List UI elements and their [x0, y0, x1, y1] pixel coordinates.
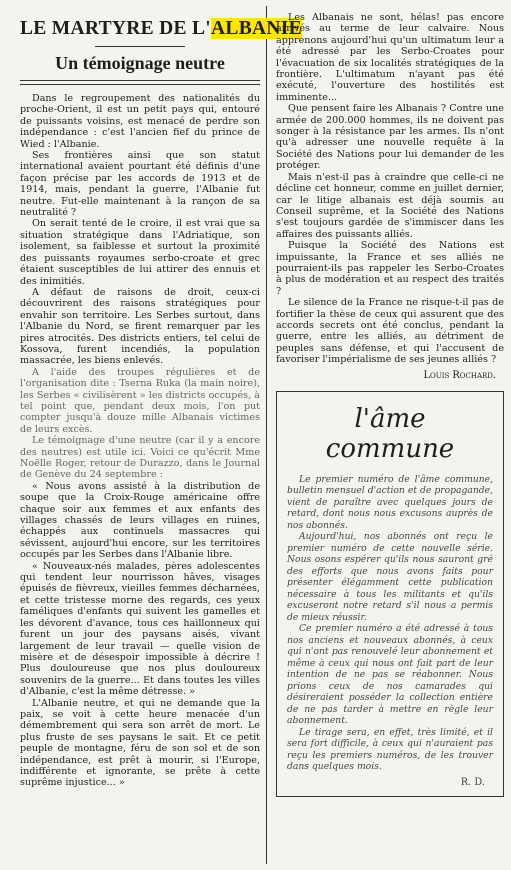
paragraph: « Nous avons assisté à la distribution de soupe que la Croix-Rouge américaine offre chaque soir aux femmes et aux enfants des villages chassés de leurs villages en ruines, échappés aux continuels massacres qui sévissent, aujourd'hui encore, sur les territoires occupés par les Serbes dans l'Albanie libre.: [20, 480, 260, 561]
signature: Louis Rochard.: [423, 369, 496, 381]
box-paragraph: Le tirage sera, en effet, très limité, et il sera fort difficile, à ceux qui n'auraient pas reçu les premiers numéros, de les trouver dans quelques mois.: [287, 726, 493, 773]
column-divider: [266, 6, 267, 864]
paragraph: Le silence de la France ne risque-t-il pas de fortifier la thèse de ceux qui assurent que des accords secrets ont été conclus, pendant la guerre, entre les alliés, au détriment de peuples sans défense, et qui l'accusent de favoriser l'impérialisme de ses jeunes alliés ?: [276, 297, 504, 366]
headline: LE MARTYRE DE L'ALBANIE: [20, 18, 302, 39]
box-signature: R. D.: [460, 776, 485, 788]
paragraph: Les Albanais ne sont, hélas! pas encore arrivés au terme de leur calvaire. Nous apprenons aujourd'hui qu'un ultimatum leur a été adressé par les Serbo-Croates pour l'évacuation de six localités stratégiques de la frontière. L'ultimatum n'ayant pas été exécuté, l'ouverture des hostilités est imminente...: [276, 12, 504, 103]
paragraph: On serait tenté de le croire, il est vrai que sa situation stratégique dans l'Adriatique, son isolement, sa faiblesse et surtout la proximité des puissants royaumes serbo-croate et grec étaient susceptibles de lui attirer des ennuis et des inimitiés.: [20, 218, 260, 287]
right-column: [276, 4, 504, 797]
box-paragraph: Aujourd'hui, nos abonnés ont reçu le premier numéro de cette nouvelle série. Nous osons espérer qu'ils nous sauront gré des efforts que nous avons faits pour présenter élégamment cette publication nécessaire à tous les militants et qu'ils excuseront notre retard s'il nous a permis de mieux réussir.: [287, 531, 493, 623]
paragraph: Mais n'est-il pas à craindre que celle-ci ne décline cet honneur, comme en juillet dernier, car le litige albanais est déjà soumis au Conseil suprême, et la Société des Nations s'est toujours gardée de s'immiscer dans les affaires des puissants alliés.: [276, 171, 504, 240]
double-rule: [20, 80, 260, 85]
paragraph: A l'aide des troupes régulières et de l'organisation dite : Tserna Ruka (la main noire), les Serbes « civilisèrent » les districts occupés, à tel point que, pendant deux mois, l'on put compter jusqu'à douze mille Albanais victimes de leurs excès.: [20, 366, 260, 435]
paragraph: Le témoignage d'une neutre (car il y a encore des neutres) est utile ici. Voici ce qu'écrit Mme Noëlle Roger, retour de Durazzo, dans le Journal de Genève du 24 septembre :: [20, 435, 260, 481]
paragraph: Dans le regroupement des nationalités du proche-Orient, il est un petit pays qui, entouré de puissants voisins, est menacé de perdre son indépendance : c'est l'ancien fief du prince de Wied : l'Albanie.: [20, 93, 260, 150]
paragraph: Ses frontières ainsi que son statut international avaient pourtant été définis d'une façon précise par les accords de 1913 et de 1914, mais, pendant la guerre, l'Albanie fut neutre. Fut-elle maintenant à la rançon de sa neutralité ?: [20, 150, 260, 219]
paragraph: A défaut de raisons de droit, ceux-ci découvrirent des raisons stratégiques pour envahir son territoire. Les Serbes surtout, dans l'Albanie du Nord, se firent remarquer par les pires atrocités. Des districts entiers, tel celui de Kossova, furent incendiés, la population massacrée, les biens enlevés.: [20, 286, 260, 367]
box-paragraph: Le premier numéro de l'âme commune, bulletin mensuel d'action et de propagande, vient de paraître avec quelques jours de retard, dont nous nous excusons auprès de nos abonnés.: [287, 473, 493, 531]
box-title: l'âme commune: [325, 403, 455, 464]
subhead: Un témoignage neutre: [55, 53, 225, 73]
box-paragraph: Ce premier numéro a été adressé à tous nos anciens et nouveaux abonnés, à ceux qui n'ont pas renouvelé leur abonnement et même à ceux qui nous ont fait part de leur intention de ne pas se réabonner. Nous prions ceux de nos camarades qui désireraient posséder la collection entière de ne pas tarder à mettre en règle leur abonnement.: [287, 623, 493, 727]
paragraph: Que pensent faire les Albanais ? Contre une armée de 200.000 hommes, ils ne doivent pas songer à la résistance par les armes. Ils n'ont qu'à adresser une nouvelle requête à la Société des Nations pour lui demander de les protéger.: [276, 103, 504, 172]
short-rule: [95, 46, 185, 47]
ame-commune-box: [276, 391, 504, 797]
paragraph: Puisque la Société des Nations est impuissante, la France et ses alliés ne pourraient-ils pas rappeler les Serbo-Croates à plus de modération et au respect des traités ?: [276, 240, 504, 297]
paragraph: « Nouveaux-nés malades, pères adolescentes qui tendent leur nourrisson hâves, visages épuisés de fièvreux, vieilles femmes décharnées, et cette tristesse morne des regards, ces yeux faméliques d'enfants qui suivent les gamelles et les dévorent d'avance, tous ces haillonneux qui furent un jour des paysans aisés, vivant largement de leur travail — quelle vision de misère et de désespoir impossible à décrire ! Plus douloureuse que nos plus douloureux souvenirs de la guerre... Et dans toutes les villes d'Albanie, c'est la même détresse. »: [20, 560, 260, 698]
left-column: [20, 4, 302, 789]
paragraph: L'Albanie neutre, et qui ne demande que la paix, se voit à cette heure menacée d'un démembrement qui sera son arrêt de mort. Le plus fruste de ses paysans le sait. Et ce petit peuple de montagne, féru de son sol et de son indépendance, est prêt à mourir, si l'Europe, indifférente et ignorante, se prête à cette suprême injustice... »: [20, 697, 260, 789]
